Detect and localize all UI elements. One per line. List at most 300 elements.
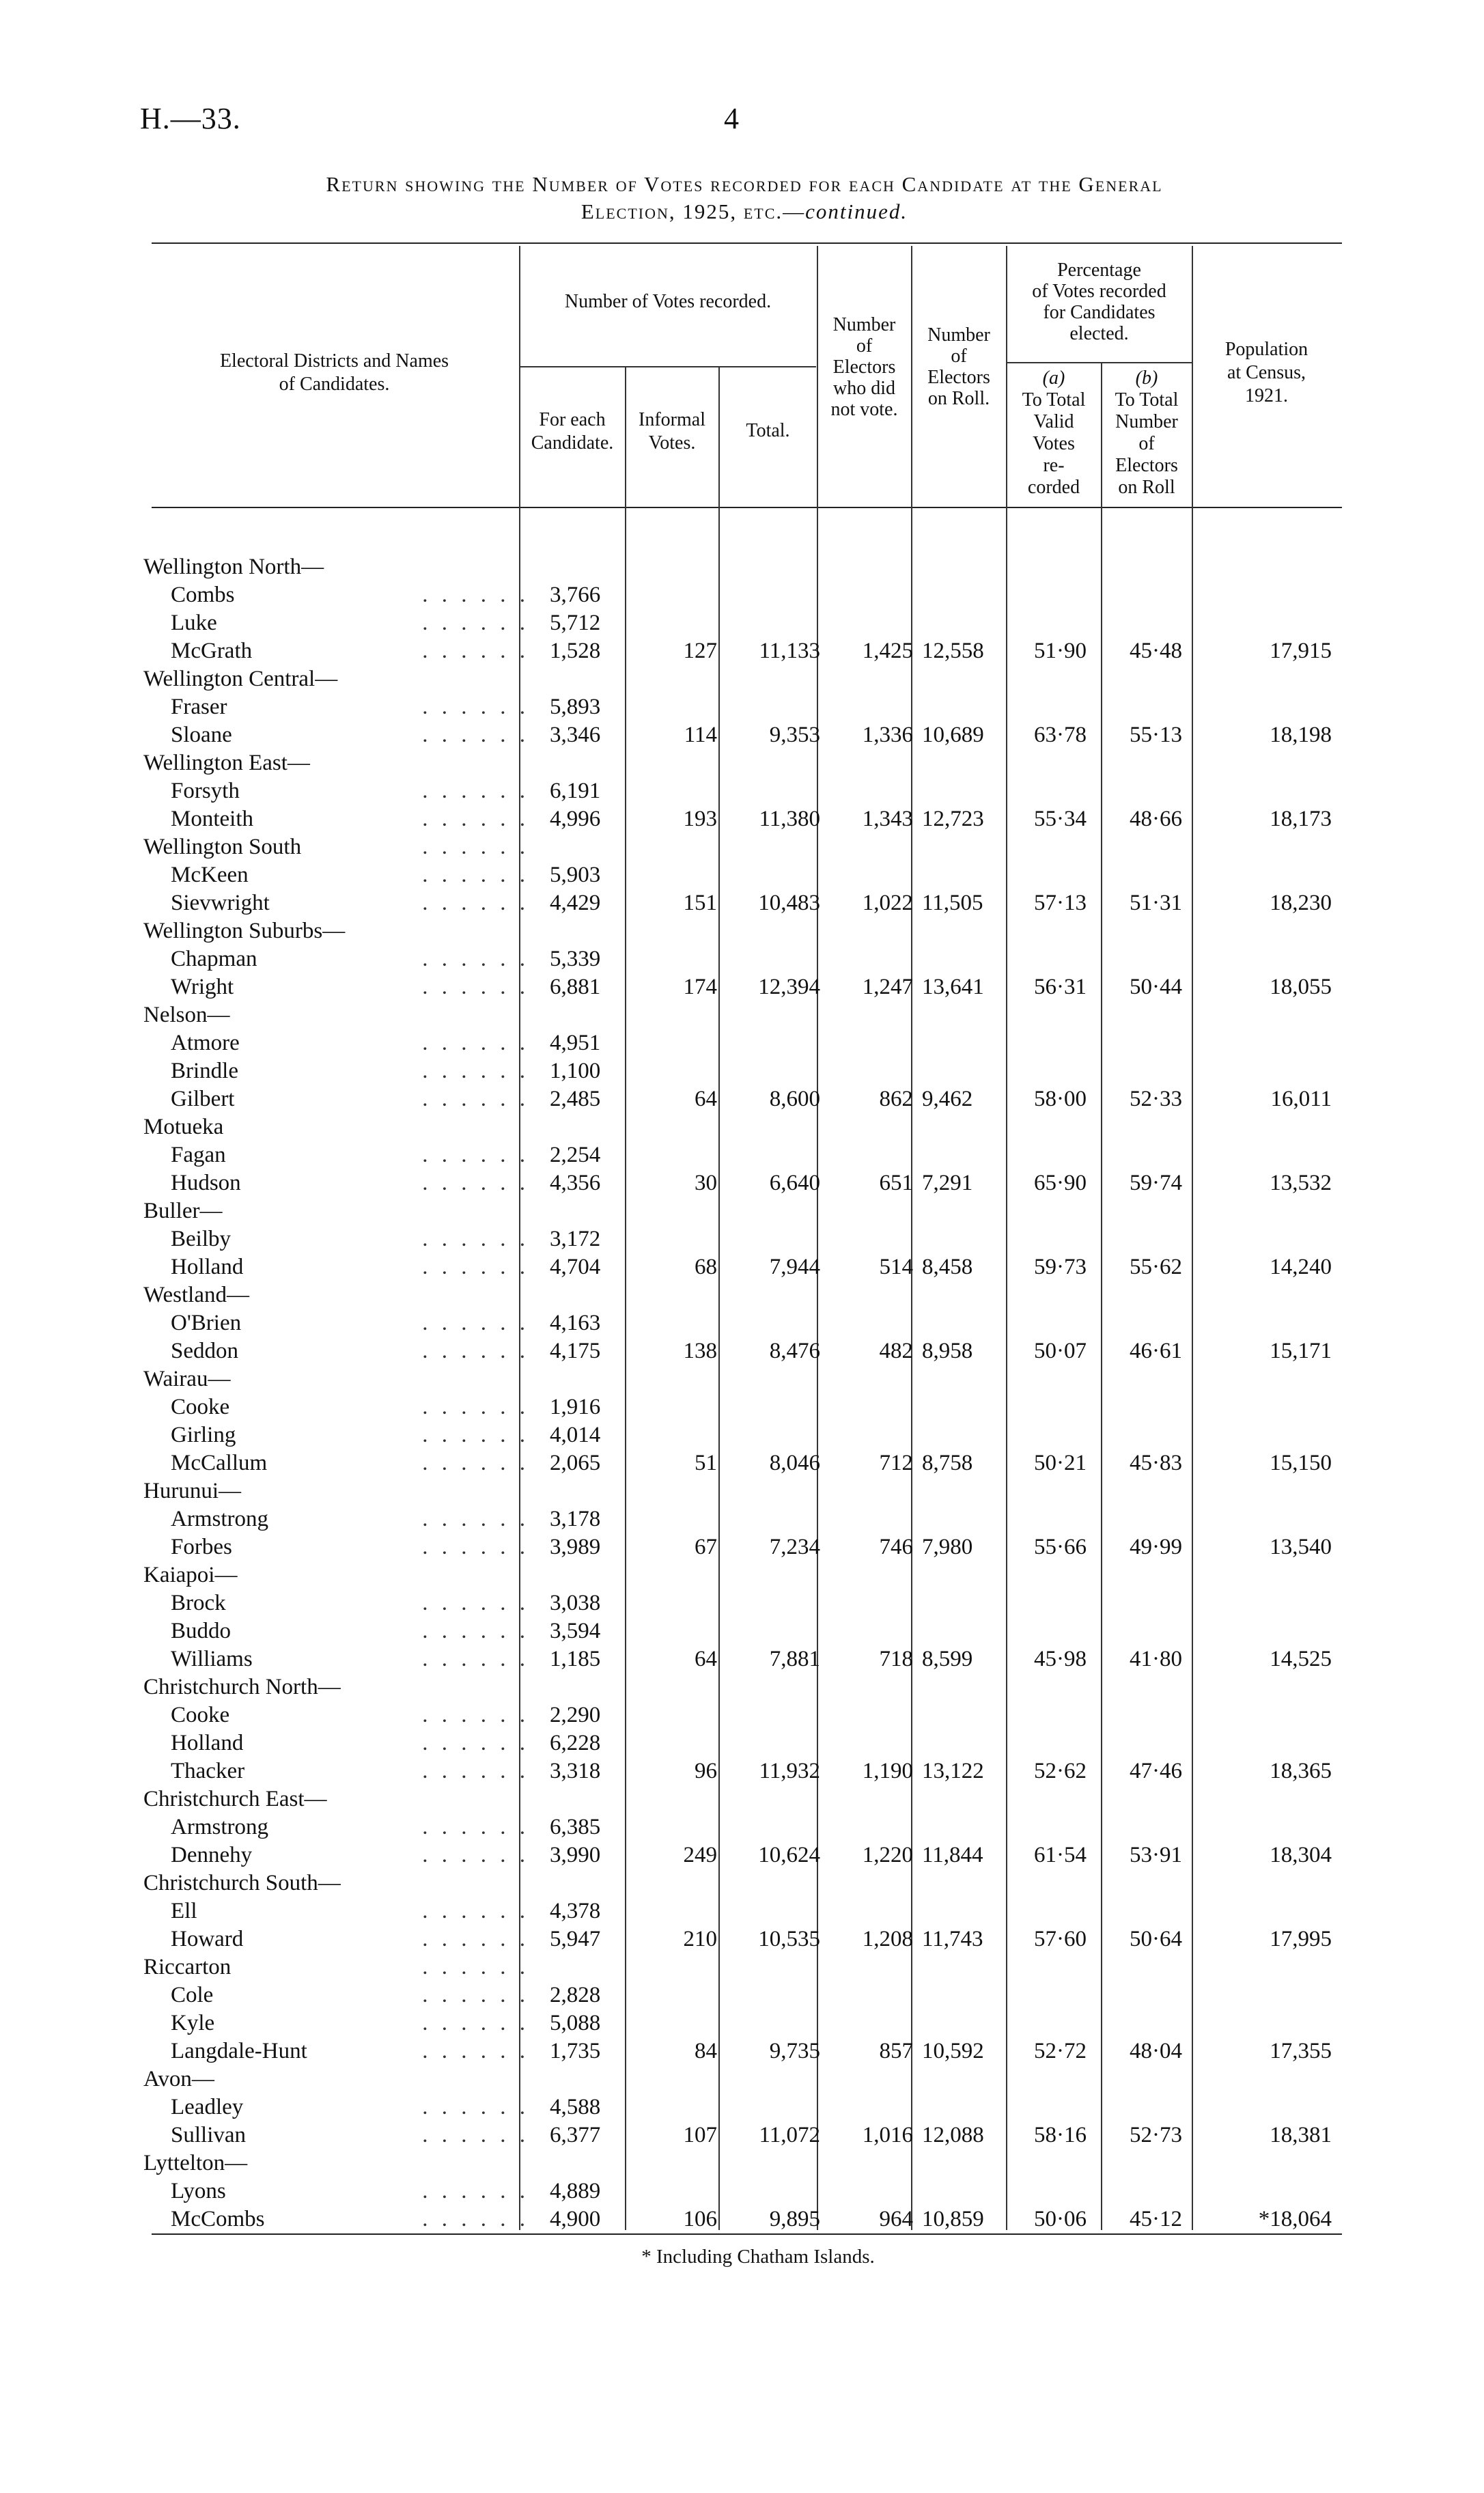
electors-on-roll-cell: 8,958	[922, 1339, 973, 1363]
leader-dots: . . . . . .	[422, 1927, 529, 1951]
candidate-name: Cole	[171, 1983, 214, 2007]
pct-electors-roll-cell: 51·31	[1130, 891, 1182, 915]
candidate-row	[0, 945, 1484, 973]
candidate-row	[0, 1897, 1484, 1925]
leader-dots: . . . . . .	[422, 975, 529, 999]
informal-votes-cell: 67	[695, 1535, 717, 1559]
electors-on-roll-cell: 11,743	[922, 1927, 983, 1951]
header-electors-on-roll: Number of Electors on Roll.	[927, 324, 990, 409]
candidate-name: Cooke	[171, 1395, 230, 1419]
leader-dots: . . . . . .	[422, 1591, 529, 1615]
candidate-name: Dennehy	[171, 1843, 253, 1867]
leader-dots: . . . . . .	[422, 1451, 529, 1475]
candidate-row	[0, 1841, 1484, 1869]
leader-dots: . . . . . .	[422, 1983, 529, 2007]
title-line-2: Election, 1925, etc.—continued.	[580, 199, 908, 223]
candidate-name: Luke	[171, 611, 217, 635]
electors-not-voted-cell: 712	[879, 1451, 913, 1475]
electors-on-roll-cell: 8,758	[922, 1451, 973, 1475]
candidate-row	[0, 2009, 1484, 2037]
candidate-name: Sievwright	[171, 891, 270, 915]
candidate-name: Leadley	[171, 2095, 244, 2119]
district-row	[0, 1113, 1484, 1141]
header-votes-group: Number of Votes recorded.	[564, 291, 772, 312]
candidate-row	[0, 1449, 1484, 1477]
candidate-name: Combs	[171, 583, 235, 607]
candidate-row	[0, 1169, 1484, 1197]
pct-valid-votes-cell: 63·78	[1034, 723, 1087, 747]
candidate-name: Thacker	[171, 1759, 245, 1783]
district-name: Wellington South	[143, 835, 302, 859]
candidate-row	[0, 1057, 1484, 1085]
candidate-row	[0, 889, 1484, 917]
leader-dots: . . . . . .	[422, 1507, 529, 1531]
votes-cell: 6,385	[550, 1815, 601, 1839]
district-name: Nelson—	[143, 1003, 230, 1027]
leader-dots: . . . . . .	[422, 2011, 529, 2035]
pct-valid-votes-cell: 50·06	[1034, 2207, 1087, 2231]
candidate-row	[0, 2205, 1484, 2233]
candidate-name: Monteith	[171, 807, 253, 831]
district-name: Avon—	[143, 2067, 214, 2091]
population-cell: 18,304	[1270, 1843, 1332, 1867]
population-cell: 17,355	[1270, 2039, 1332, 2063]
leader-dots: . . . . . .	[422, 1395, 529, 1419]
electors-on-roll-cell: 12,088	[922, 2123, 984, 2147]
informal-votes-cell: 107	[683, 2123, 717, 2147]
candidate-row	[0, 1029, 1484, 1057]
candidate-name: Fraser	[171, 695, 227, 719]
leader-dots: . . . . . .	[422, 1535, 529, 1559]
informal-votes-cell: 96	[695, 1759, 717, 1783]
total-votes-cell: 8,046	[769, 1451, 820, 1475]
header-total: Total.	[746, 420, 790, 441]
leader-dots: . . . . . .	[422, 2095, 529, 2119]
leader-dots: . . . . . .	[422, 1815, 529, 1839]
votes-cell: 3,318	[550, 1759, 601, 1783]
votes-cell: 4,163	[550, 1311, 601, 1335]
votes-cell: 6,881	[550, 975, 601, 999]
candidate-row	[0, 581, 1484, 609]
pct-valid-votes-cell: 61·54	[1034, 1843, 1087, 1867]
pct-electors-roll-cell: 48·04	[1130, 2039, 1182, 2063]
district-name: Hurunui—	[143, 1479, 241, 1503]
pct-valid-votes-cell: 65·90	[1034, 1171, 1087, 1195]
candidate-name: Buddo	[171, 1619, 232, 1643]
pct-valid-votes-cell: 52·62	[1034, 1759, 1087, 1783]
district-row	[0, 1365, 1484, 1393]
candidate-name: Atmore	[171, 1031, 240, 1055]
votes-cell: 5,903	[550, 863, 601, 887]
candidate-name: Gilbert	[171, 1087, 235, 1111]
candidate-row	[0, 2177, 1484, 2205]
electors-not-voted-cell: 746	[879, 1535, 913, 1559]
district-name: Lyttelton—	[143, 2151, 248, 2175]
votes-cell: 4,378	[550, 1899, 601, 1923]
total-votes-cell: 7,881	[769, 1647, 820, 1671]
district-row	[0, 1561, 1484, 1589]
district-name: Westland—	[143, 1283, 249, 1307]
candidate-name: Seddon	[171, 1339, 238, 1363]
electors-on-roll-cell: 11,844	[922, 1843, 983, 1867]
informal-votes-cell: 151	[683, 891, 717, 915]
population-cell: 14,525	[1270, 1647, 1332, 1671]
total-votes-cell: 10,483	[758, 891, 820, 915]
header-population: Population at Census, 1921.	[1224, 339, 1308, 406]
pct-valid-votes-cell: 58·16	[1034, 2123, 1087, 2147]
leader-dots: . . . . . .	[422, 1899, 529, 1923]
leader-dots: . . . . . .	[422, 1255, 529, 1279]
pct-valid-votes-cell: 55·66	[1034, 1535, 1087, 1559]
district-name: Christchurch South—	[143, 1871, 341, 1895]
leader-dots: . . . . . .	[422, 891, 529, 915]
district-name: Kaiapoi—	[143, 1563, 238, 1587]
electors-not-voted-cell: 862	[879, 1087, 913, 1111]
candidate-name: Howard	[171, 1927, 244, 1951]
candidate-row	[0, 777, 1484, 805]
district-name: Christchurch North—	[143, 1675, 341, 1699]
pct-electors-roll-cell: 45·48	[1130, 639, 1182, 663]
population-cell: 13,532	[1270, 1171, 1332, 1195]
votes-cell: 4,356	[550, 1171, 601, 1195]
leader-dots: . . . . . .	[422, 1171, 529, 1195]
candidate-name: Williams	[171, 1647, 253, 1671]
candidate-row	[0, 1505, 1484, 1533]
population-cell: 18,365	[1270, 1759, 1332, 1783]
candidate-row	[0, 1617, 1484, 1645]
population-cell: 15,171	[1270, 1339, 1332, 1363]
candidate-row	[0, 1533, 1484, 1561]
leader-dots: . . . . . .	[422, 1759, 529, 1783]
population-cell: 17,915	[1270, 639, 1332, 663]
population-cell: 14,240	[1270, 1255, 1332, 1279]
candidate-row	[0, 1141, 1484, 1169]
total-votes-cell: 11,932	[759, 1759, 820, 1783]
district-name: Wairau—	[143, 1367, 231, 1391]
votes-cell: 1,528	[550, 639, 601, 663]
informal-votes-cell: 210	[683, 1927, 717, 1951]
candidate-row	[0, 721, 1484, 749]
district-row	[0, 1477, 1484, 1505]
district-name: Motueka	[143, 1115, 224, 1139]
electors-on-roll-cell: 12,558	[922, 639, 984, 663]
votes-cell: 2,065	[550, 1451, 601, 1475]
pct-electors-roll-cell: 52·73	[1130, 2123, 1182, 2147]
candidate-row	[0, 1309, 1484, 1337]
district-row	[0, 833, 1484, 861]
electors-not-voted-cell: 857	[879, 2039, 913, 2063]
pct-electors-roll-cell: 48·66	[1130, 807, 1182, 831]
votes-cell: 5,893	[550, 695, 601, 719]
pct-electors-roll-cell: 59·74	[1130, 1171, 1182, 1195]
pct-valid-votes-cell: 57·13	[1034, 891, 1087, 915]
leader-dots: . . . . . .	[422, 2039, 529, 2063]
candidate-row	[0, 973, 1484, 1001]
candidate-row	[0, 1729, 1484, 1757]
leader-dots: . . . . . .	[422, 2123, 529, 2147]
population-cell: 18,055	[1270, 975, 1332, 999]
title-continued: continued.	[805, 199, 908, 223]
votes-cell: 3,990	[550, 1843, 601, 1867]
candidate-name: Lyons	[171, 2179, 226, 2203]
votes-cell: 3,989	[550, 1535, 601, 1559]
total-votes-cell: 10,535	[758, 1927, 820, 1951]
district-row	[0, 665, 1484, 693]
candidate-row	[0, 1253, 1484, 1281]
informal-votes-cell: 64	[695, 1647, 717, 1671]
candidate-row	[0, 2121, 1484, 2149]
votes-cell: 4,175	[550, 1339, 601, 1363]
votes-cell: 6,191	[550, 779, 601, 803]
district-name: Riccarton	[143, 1955, 232, 1979]
total-votes-cell: 11,072	[759, 2123, 820, 2147]
leader-dots: . . . . . .	[422, 1423, 529, 1447]
population-cell: 16,011	[1270, 1087, 1332, 1111]
candidate-name: Armstrong	[171, 1815, 268, 1839]
votes-cell: 1,735	[550, 2039, 601, 2063]
electors-not-voted-cell: 1,022	[862, 891, 913, 915]
electors-on-roll-cell: 11,505	[922, 891, 983, 915]
district-row	[0, 1281, 1484, 1309]
candidate-row	[0, 693, 1484, 721]
page-title	[137, 171, 1352, 225]
total-votes-cell: 11,380	[759, 807, 820, 831]
candidate-name: Brindle	[171, 1059, 238, 1083]
candidate-row	[0, 1981, 1484, 2009]
population-cell: 18,173	[1270, 807, 1332, 831]
votes-cell: 3,766	[550, 583, 601, 607]
pct-electors-roll-cell: 55·62	[1130, 1255, 1182, 1279]
informal-votes-cell: 114	[684, 723, 717, 747]
table-top-rule	[152, 242, 1342, 244]
total-votes-cell: 6,640	[769, 1171, 820, 1195]
pct-electors-roll-cell: 50·64	[1130, 1927, 1182, 1951]
candidate-row	[0, 1589, 1484, 1617]
pct-valid-votes-cell: 45·98	[1034, 1647, 1087, 1671]
electors-not-voted-cell: 1,247	[862, 975, 913, 999]
pct-valid-votes-cell: 58·00	[1034, 1087, 1087, 1111]
candidate-name: McCallum	[171, 1451, 268, 1475]
leader-dots: . . . . . .	[422, 2207, 529, 2231]
votes-cell: 5,088	[550, 2011, 601, 2035]
total-votes-cell: 9,735	[769, 2039, 820, 2063]
percentage-group-rule	[1006, 362, 1192, 363]
page-reference: H.—33.	[140, 102, 241, 135]
votes-cell: 3,178	[550, 1507, 601, 1531]
total-votes-cell: 7,944	[769, 1255, 820, 1279]
candidate-row	[0, 1085, 1484, 1113]
pct-electors-roll-cell: 52·33	[1130, 1087, 1182, 1111]
pct-electors-roll-cell: 41·80	[1130, 1647, 1182, 1671]
candidate-name: Chapman	[171, 947, 257, 971]
district-row	[0, 917, 1484, 945]
leader-dots: . . . . . .	[422, 1227, 529, 1251]
district-row	[0, 1953, 1484, 1981]
header-informal-votes: Informal Votes.	[639, 409, 705, 454]
header-district: Electoral Districts and Names of Candidates.	[219, 350, 449, 395]
leader-dots: . . . . . .	[422, 1955, 529, 1979]
votes-cell: 3,172	[550, 1227, 601, 1251]
electors-on-roll-cell: 10,689	[922, 723, 984, 747]
candidate-row	[0, 1225, 1484, 1253]
candidate-name: Kyle	[171, 2011, 215, 2035]
candidate-name: Hudson	[171, 1171, 241, 1195]
candidate-name: Fagan	[171, 1143, 226, 1167]
electors-on-roll-cell: 10,859	[922, 2207, 984, 2231]
candidate-name: Forbes	[171, 1535, 232, 1559]
total-votes-cell: 9,895	[769, 2207, 820, 2231]
district-row	[0, 2149, 1484, 2177]
electors-on-roll-cell: 8,458	[922, 1255, 973, 1279]
electors-not-voted-cell: 514	[879, 1255, 913, 1279]
district-row	[0, 1785, 1484, 1813]
table-bottom-rule	[152, 2233, 1342, 2235]
electors-not-voted-cell: 1,190	[862, 1759, 913, 1783]
candidate-name: McCombs	[171, 2207, 265, 2231]
pct-electors-roll-cell: 50·44	[1130, 975, 1182, 999]
pct-valid-votes-cell: 55·34	[1034, 807, 1087, 831]
electors-on-roll-cell: 8,599	[922, 1647, 973, 1671]
total-votes-cell: 12,394	[758, 975, 820, 999]
candidate-name: Holland	[171, 1255, 244, 1279]
electors-on-roll-cell: 12,723	[922, 807, 984, 831]
electors-not-voted-cell: 1,343	[862, 807, 913, 831]
total-votes-cell: 9,353	[769, 723, 820, 747]
candidate-row	[0, 1925, 1484, 1953]
candidate-name: Sullivan	[171, 2123, 247, 2147]
electors-on-roll-cell: 13,641	[922, 975, 984, 999]
informal-votes-cell: 64	[695, 1087, 717, 1111]
header-bottom-rule	[152, 507, 1342, 508]
candidate-name: McGrath	[171, 639, 253, 663]
total-votes-cell: 11,133	[759, 639, 820, 663]
informal-votes-cell: 138	[683, 1339, 717, 1363]
header-for-each-candidate: For each Candidate.	[531, 409, 614, 454]
leader-dots: . . . . . .	[422, 1843, 529, 1867]
leader-dots: . . . . . .	[422, 1031, 529, 1055]
candidate-row	[0, 861, 1484, 889]
electors-not-voted-cell: 482	[879, 1339, 913, 1363]
votes-cell: 2,254	[550, 1143, 601, 1167]
candidate-name: Beilby	[171, 1227, 231, 1251]
electors-not-voted-cell: 1,016	[862, 2123, 913, 2147]
pct-electors-roll-cell: 53·91	[1130, 1843, 1182, 1867]
header-electors-not-voted: Number of Electors who did not vote.	[830, 314, 898, 420]
title-line-1: Return showing the Number of Votes recorded for each Candidate at the General	[326, 172, 1163, 196]
total-votes-cell: 7,234	[769, 1535, 820, 1559]
leader-dots: . . . . . .	[422, 835, 529, 859]
pct-valid-votes-cell: 52·72	[1034, 2039, 1087, 2063]
total-votes-cell: 10,624	[758, 1843, 820, 1867]
informal-votes-cell: 249	[683, 1843, 717, 1867]
candidate-name: O'Brien	[171, 1311, 242, 1335]
votes-cell: 2,485	[550, 1087, 601, 1111]
informal-votes-cell: 84	[695, 2039, 717, 2063]
votes-cell: 3,594	[550, 1619, 601, 1643]
district-name: Christchurch East—	[143, 1787, 327, 1811]
pct-valid-votes-cell: 50·07	[1034, 1339, 1087, 1363]
votes-cell: 4,900	[550, 2207, 601, 2231]
district-name: Wellington North—	[143, 555, 324, 579]
electors-on-roll-cell: 10,592	[922, 2039, 984, 2063]
informal-votes-cell: 127	[683, 639, 717, 663]
candidate-row	[0, 1337, 1484, 1365]
district-row	[0, 1673, 1484, 1701]
district-name: Wellington Central—	[143, 667, 338, 691]
leader-dots: . . . . . .	[422, 1087, 529, 1111]
candidate-name: Armstrong	[171, 1507, 268, 1531]
district-row	[0, 749, 1484, 777]
electors-on-roll-cell: 7,291	[922, 1171, 973, 1195]
candidate-name: Forsyth	[171, 779, 240, 803]
leader-dots: . . . . . .	[422, 1731, 529, 1755]
leader-dots: . . . . . .	[422, 1311, 529, 1335]
district-row	[0, 1869, 1484, 1897]
candidate-row	[0, 1393, 1484, 1421]
candidate-name: McKeen	[171, 863, 249, 887]
leader-dots: . . . . . .	[422, 779, 529, 803]
population-cell: 18,230	[1270, 891, 1332, 915]
pct-valid-votes-cell: 56·31	[1034, 975, 1087, 999]
votes-cell: 2,290	[550, 1703, 601, 1727]
electors-not-voted-cell: 651	[879, 1171, 913, 1195]
votes-cell: 3,346	[550, 723, 601, 747]
district-row	[0, 553, 1484, 581]
leader-dots: . . . . . .	[422, 807, 529, 831]
page-number: 4	[724, 102, 739, 135]
population-cell: 13,540	[1270, 1535, 1332, 1559]
total-votes-cell: 8,476	[769, 1339, 820, 1363]
electors-not-voted-cell: 1,208	[862, 1927, 913, 1951]
district-name: Buller—	[143, 1199, 223, 1223]
candidate-row	[0, 1813, 1484, 1841]
votes-group-rule	[519, 366, 816, 367]
informal-votes-cell: 106	[683, 2207, 717, 2231]
leader-dots: . . . . . .	[422, 723, 529, 747]
pct-electors-roll-cell: 55·13	[1130, 723, 1182, 747]
votes-cell: 4,588	[550, 2095, 601, 2119]
district-row	[0, 1001, 1484, 1029]
votes-cell: 4,951	[550, 1031, 601, 1055]
votes-cell: 1,916	[550, 1395, 601, 1419]
population-cell: 15,150	[1270, 1451, 1332, 1475]
candidate-name: Sloane	[171, 723, 232, 747]
candidate-name: Girling	[171, 1423, 236, 1447]
votes-cell: 5,339	[550, 947, 601, 971]
leader-dots: . . . . . .	[422, 583, 529, 607]
votes-cell: 4,429	[550, 891, 601, 915]
leader-dots: . . . . . .	[422, 611, 529, 635]
leader-dots: . . . . . .	[422, 639, 529, 663]
district-name: Wellington Suburbs—	[143, 919, 346, 943]
leader-dots: . . . . . .	[422, 695, 529, 719]
candidate-name: Ell	[171, 1899, 197, 1923]
candidate-row	[0, 609, 1484, 637]
footnote: * Including Chatham Islands.	[641, 2246, 875, 2268]
votes-cell: 3,038	[550, 1591, 601, 1615]
votes-cell: 4,704	[550, 1255, 601, 1279]
electors-on-roll-cell: 9,462	[922, 1087, 973, 1111]
leader-dots: . . . . . .	[422, 1619, 529, 1643]
population-cell: *18,064	[1258, 2207, 1332, 2231]
leader-dots: . . . . . .	[422, 1339, 529, 1363]
leader-dots: . . . . . .	[422, 947, 529, 971]
leader-dots: . . . . . .	[422, 2179, 529, 2203]
electors-not-voted-cell: 1,425	[862, 639, 913, 663]
leader-dots: . . . . . .	[422, 1059, 529, 1083]
pct-valid-votes-cell: 50·21	[1034, 1451, 1087, 1475]
electors-on-roll-cell: 13,122	[922, 1759, 984, 1783]
